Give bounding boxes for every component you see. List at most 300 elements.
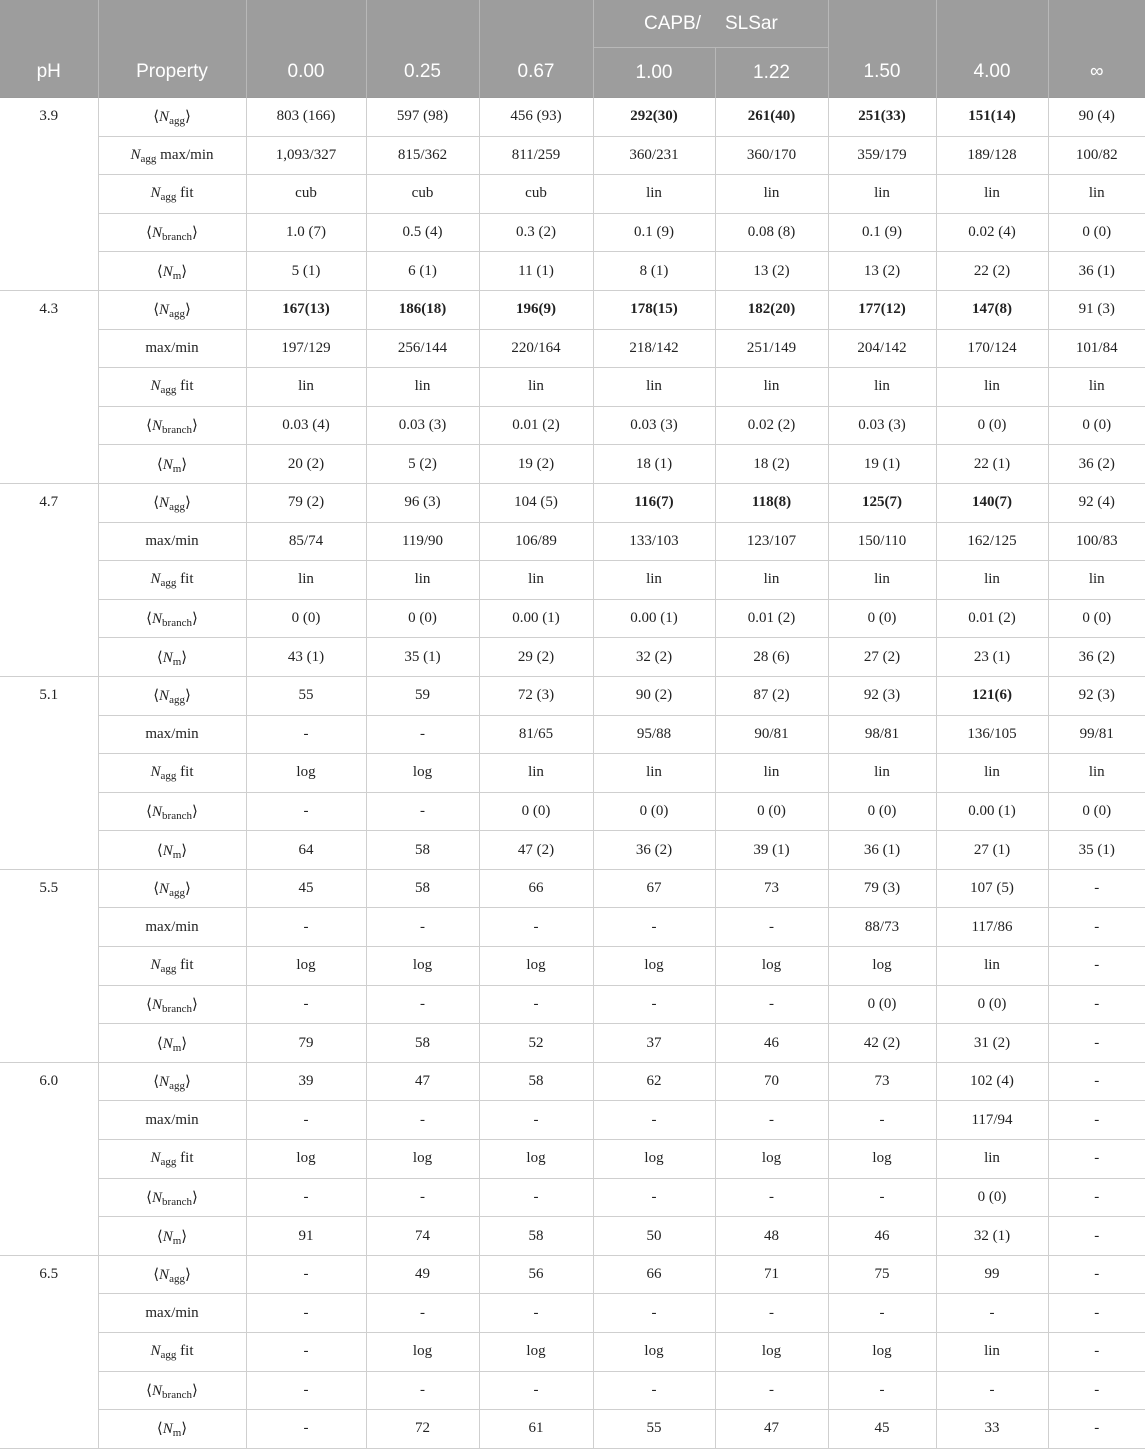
- table-cell: 178(15): [593, 290, 715, 329]
- table-cell: 1.0 (7): [246, 213, 366, 252]
- table-cell: 58: [366, 1024, 479, 1063]
- property-label-post: fit: [176, 378, 194, 395]
- table-cell: -: [1048, 1024, 1145, 1063]
- property-label-pre: ⟨: [146, 1382, 153, 1399]
- table-cell: -: [828, 1294, 936, 1333]
- property-label-sub: m: [172, 462, 182, 475]
- property-label-post: ⟩: [191, 611, 198, 628]
- table-cell: 37: [593, 1024, 715, 1063]
- table-cell: 49: [366, 1255, 479, 1294]
- property-label-pre: ⟨: [153, 302, 160, 319]
- table-cell: 0.00 (1): [936, 792, 1048, 831]
- table-cell: 803 (166): [246, 98, 366, 137]
- property-label-post: ⟩: [184, 1074, 191, 1091]
- property-label: [98, 406, 246, 445]
- table-cell: 0 (0): [828, 985, 936, 1024]
- table-cell: lin: [715, 754, 828, 793]
- header-ratio-column: 1.22: [715, 48, 828, 98]
- property-label: [98, 445, 246, 484]
- table-row: [0, 522, 1145, 561]
- property-label-post: fit: [176, 1343, 194, 1360]
- property-label-post: max/min: [145, 532, 199, 549]
- table-cell: -: [828, 1101, 936, 1140]
- table-cell: 0 (0): [715, 792, 828, 831]
- property-label-sub: m: [172, 1041, 182, 1054]
- property-label-pre: ⟨: [153, 881, 160, 898]
- property-label-pre: ⟨: [153, 495, 160, 512]
- table-row: [0, 1294, 1145, 1333]
- table-row: [0, 1410, 1145, 1449]
- table-cell: 47 (2): [479, 831, 593, 870]
- table-cell: lin: [1048, 175, 1145, 214]
- table-cell: -: [246, 908, 366, 947]
- table-cell: log: [246, 1140, 366, 1179]
- table-cell: 42 (2): [828, 1024, 936, 1063]
- table-cell: 251/149: [715, 329, 828, 368]
- table-cell: -: [1048, 1294, 1145, 1333]
- table-cell: 46: [715, 1024, 828, 1063]
- table-cell: 72: [366, 1410, 479, 1449]
- property-label-post: ⟩: [191, 803, 198, 820]
- table-cell: 29 (2): [479, 638, 593, 677]
- property-label-post: max/min: [145, 339, 199, 356]
- table-cell: -: [715, 1294, 828, 1333]
- property-label-sub: agg: [140, 152, 157, 165]
- property-label-post: max/min: [145, 918, 199, 935]
- property-label-var: N: [162, 842, 173, 859]
- table-cell: -: [246, 792, 366, 831]
- table-cell: 13 (2): [828, 252, 936, 291]
- table-cell: 0 (0): [479, 792, 593, 831]
- table-cell: 151(14): [936, 98, 1048, 137]
- table-cell: 8 (1): [593, 252, 715, 291]
- table-cell: 0.5 (4): [366, 213, 479, 252]
- property-label-sub: agg: [169, 501, 185, 514]
- property-label: [98, 947, 246, 986]
- table-row: [0, 1255, 1145, 1294]
- table-cell: 456 (93): [479, 98, 593, 137]
- table-cell: -: [936, 1294, 1048, 1333]
- property-label-post: ⟩: [191, 225, 198, 242]
- table-cell: 58: [479, 1062, 593, 1101]
- property-label-post: ⟩: [181, 1035, 188, 1052]
- table-row: [0, 1101, 1145, 1140]
- table-cell: -: [1048, 1410, 1145, 1449]
- table-cell: 0.03 (3): [593, 406, 715, 445]
- property-label: [98, 522, 246, 561]
- table-row: [0, 638, 1145, 677]
- property-label: [98, 98, 246, 137]
- property-label-post: ⟩: [181, 1421, 188, 1438]
- table-cell: -: [593, 1294, 715, 1333]
- property-label-var: N: [152, 611, 163, 628]
- property-label-post: ⟩: [191, 1189, 198, 1206]
- table-cell: 100/83: [1048, 522, 1145, 561]
- table-cell: lin: [593, 368, 715, 407]
- table-cell: -: [1048, 869, 1145, 908]
- table-cell: -: [479, 1101, 593, 1140]
- table-row: [0, 1140, 1145, 1179]
- property-label-var: N: [162, 456, 173, 473]
- table-cell: 90 (4): [1048, 98, 1145, 137]
- table-cell: 0.03 (3): [828, 406, 936, 445]
- table-cell: 0.00 (1): [479, 599, 593, 638]
- ph-value: 5.1: [0, 676, 98, 869]
- property-label-sub: agg: [169, 308, 185, 321]
- property-label-sub: agg: [169, 887, 185, 900]
- table-cell: lin: [828, 754, 936, 793]
- property-label-pre: ⟨: [146, 1189, 153, 1206]
- property-label-post: ⟩: [181, 263, 188, 280]
- table-cell: -: [1048, 1062, 1145, 1101]
- table-cell: 58: [479, 1217, 593, 1256]
- property-label: [98, 1062, 246, 1101]
- table-cell: 35 (1): [1048, 831, 1145, 870]
- property-label-var: N: [162, 263, 173, 280]
- table-cell: 22 (1): [936, 445, 1048, 484]
- table-cell: 101/84: [1048, 329, 1145, 368]
- table-cell: lin: [366, 561, 479, 600]
- property-label: [98, 252, 246, 291]
- property-label-sub: m: [172, 1427, 182, 1440]
- table-cell: 66: [479, 869, 593, 908]
- table-cell: 0 (0): [936, 1178, 1048, 1217]
- header-spacer: [479, 0, 593, 48]
- table-cell: 189/128: [936, 136, 1048, 175]
- table-cell: -: [715, 985, 828, 1024]
- table-cell: 88/73: [828, 908, 936, 947]
- property-label: [98, 213, 246, 252]
- property-label-sub: agg: [160, 384, 177, 397]
- table-cell: 52: [479, 1024, 593, 1063]
- table-cell: -: [366, 792, 479, 831]
- property-label-sub: m: [172, 269, 182, 282]
- table-cell: 71: [715, 1255, 828, 1294]
- table-cell: 359/179: [828, 136, 936, 175]
- property-label-post: ⟩: [191, 996, 198, 1013]
- table-cell: 251(33): [828, 98, 936, 137]
- table-cell: 19 (2): [479, 445, 593, 484]
- table-cell: 36 (2): [1048, 638, 1145, 677]
- table-row: [0, 1062, 1145, 1101]
- table-cell: 39: [246, 1062, 366, 1101]
- table-cell: -: [593, 1101, 715, 1140]
- table-row: [0, 1333, 1145, 1372]
- table-cell: -: [1048, 1217, 1145, 1256]
- table-cell: 150/110: [828, 522, 936, 561]
- table-row: [0, 1217, 1145, 1256]
- table-cell: lin: [936, 175, 1048, 214]
- header-ratio-column: 0.67: [479, 48, 593, 98]
- header-property: Property: [98, 48, 246, 98]
- property-label-var: N: [159, 109, 170, 126]
- table-cell: log: [593, 947, 715, 986]
- table-cell: 147(8): [936, 290, 1048, 329]
- table-row: [0, 483, 1145, 522]
- header-ratio-column: 0.00: [246, 48, 366, 98]
- table-cell: 136/105: [936, 715, 1048, 754]
- table-cell: 140(7): [936, 483, 1048, 522]
- table-cell: 182(20): [715, 290, 828, 329]
- table-cell: 0.1 (9): [828, 213, 936, 252]
- table-row: [0, 792, 1145, 831]
- table-cell: 0.01 (2): [936, 599, 1048, 638]
- property-label: [98, 1178, 246, 1217]
- table-cell: -: [246, 1101, 366, 1140]
- table-cell: -: [246, 1410, 366, 1449]
- table-cell: cub: [366, 175, 479, 214]
- table-cell: 0 (0): [1048, 599, 1145, 638]
- table-cell: 18 (2): [715, 445, 828, 484]
- table-cell: 11 (1): [479, 252, 593, 291]
- property-label-post: max/min: [145, 725, 199, 742]
- property-label-var: N: [150, 764, 161, 781]
- property-label: [98, 754, 246, 793]
- table-cell: 5 (2): [366, 445, 479, 484]
- property-label-sub: agg: [160, 770, 177, 783]
- property-label: [98, 329, 246, 368]
- table-cell: 360/231: [593, 136, 715, 175]
- table-cell: 45: [246, 869, 366, 908]
- property-label-sub: m: [172, 848, 182, 861]
- table-row: [0, 754, 1145, 793]
- ph-value: 6.0: [0, 1062, 98, 1255]
- table-cell: 107 (5): [936, 869, 1048, 908]
- header-ph: pH: [0, 48, 98, 98]
- table-cell: 204/142: [828, 329, 936, 368]
- property-label-var: N: [150, 185, 161, 202]
- table-row: [0, 676, 1145, 715]
- table-cell: lin: [936, 754, 1048, 793]
- property-label-var: N: [162, 649, 173, 666]
- property-label-pre: ⟨: [156, 649, 163, 666]
- table-cell: -: [828, 1178, 936, 1217]
- property-label: [98, 715, 246, 754]
- property-label-post: ⟩: [184, 1267, 191, 1284]
- table-cell: 116(7): [593, 483, 715, 522]
- table-cell: 104 (5): [479, 483, 593, 522]
- property-label-var: N: [152, 996, 163, 1013]
- table-cell: 55: [593, 1410, 715, 1449]
- table-row: [0, 329, 1145, 368]
- property-label: [98, 1140, 246, 1179]
- table-cell: -: [366, 1178, 479, 1217]
- table-cell: 79: [246, 1024, 366, 1063]
- table-cell: 121(6): [936, 676, 1048, 715]
- table-cell: 123/107: [715, 522, 828, 561]
- table-cell: lin: [936, 1333, 1048, 1372]
- property-label-post: ⟩: [184, 495, 191, 512]
- table-cell: 55: [246, 676, 366, 715]
- header-spacer: [366, 0, 479, 48]
- table-cell: 56: [479, 1255, 593, 1294]
- table-cell: -: [366, 1371, 479, 1410]
- table-row: [0, 599, 1145, 638]
- table-cell: 27 (2): [828, 638, 936, 677]
- property-label-var: N: [130, 146, 141, 163]
- property-label-post: ⟩: [181, 649, 188, 666]
- table-row: [0, 715, 1145, 754]
- property-label: [98, 175, 246, 214]
- table-row: [0, 98, 1145, 137]
- property-label: [98, 1410, 246, 1449]
- table-cell: 95/88: [593, 715, 715, 754]
- table-cell: -: [479, 1294, 593, 1333]
- table-cell: 45: [828, 1410, 936, 1449]
- table-cell: 102 (4): [936, 1062, 1048, 1101]
- table-cell: 91 (3): [1048, 290, 1145, 329]
- property-label-var: N: [150, 1150, 161, 1167]
- header-ratio-column: 0.25: [366, 48, 479, 98]
- property-label-sub: branch: [162, 231, 192, 244]
- table-cell: 360/170: [715, 136, 828, 175]
- property-label-post: fit: [176, 764, 194, 781]
- table-cell: 815/362: [366, 136, 479, 175]
- table-cell: 58: [366, 869, 479, 908]
- property-label-sub: branch: [162, 1195, 192, 1208]
- property-label-pre: ⟨: [156, 263, 163, 280]
- table-cell: 18 (1): [593, 445, 715, 484]
- table-cell: -: [1048, 1178, 1145, 1217]
- table-cell: 72 (3): [479, 676, 593, 715]
- table-cell: log: [479, 1140, 593, 1179]
- table-cell: 0 (0): [1048, 792, 1145, 831]
- property-label-sub: agg: [169, 694, 185, 707]
- table-cell: lin: [936, 947, 1048, 986]
- property-label-pre: ⟨: [156, 1421, 163, 1438]
- table-cell: 36 (2): [593, 831, 715, 870]
- table-cell: 43 (1): [246, 638, 366, 677]
- table-cell: 597 (98): [366, 98, 479, 137]
- table-cell: -: [479, 1178, 593, 1217]
- table-cell: -: [366, 715, 479, 754]
- table-cell: 0.03 (4): [246, 406, 366, 445]
- table-cell: 98/81: [828, 715, 936, 754]
- table-cell: 33: [936, 1410, 1048, 1449]
- table-cell: 85/74: [246, 522, 366, 561]
- header-spacer: [246, 0, 366, 48]
- ph-value: 4.3: [0, 290, 98, 483]
- table-cell: lin: [1048, 368, 1145, 407]
- table-cell: log: [828, 1333, 936, 1372]
- property-label-var: N: [152, 418, 163, 435]
- property-label-post: fit: [176, 571, 194, 588]
- table-cell: 19 (1): [828, 445, 936, 484]
- table-cell: 5 (1): [246, 252, 366, 291]
- table-cell: log: [246, 754, 366, 793]
- table-cell: 70: [715, 1062, 828, 1101]
- table-cell: 61: [479, 1410, 593, 1449]
- table-cell: 0.1 (9): [593, 213, 715, 252]
- property-label: [98, 638, 246, 677]
- property-label-sub: m: [172, 1234, 182, 1247]
- property-label-var: N: [162, 1421, 173, 1438]
- table-cell: cub: [246, 175, 366, 214]
- table-cell: 92 (3): [828, 676, 936, 715]
- table-cell: 292(30): [593, 98, 715, 137]
- table-cell: lin: [1048, 561, 1145, 600]
- property-label-pre: ⟨: [146, 803, 153, 820]
- table-cell: lin: [246, 561, 366, 600]
- table-cell: 197/129: [246, 329, 366, 368]
- property-label-post: ⟩: [181, 1228, 188, 1245]
- header-property-top: [98, 0, 246, 48]
- table-cell: 35 (1): [366, 638, 479, 677]
- property-label: [98, 1294, 246, 1333]
- property-label-var: N: [152, 803, 163, 820]
- table-cell: 58: [366, 831, 479, 870]
- table-cell: -: [246, 1178, 366, 1217]
- table-cell: 261(40): [715, 98, 828, 137]
- table-cell: 99: [936, 1255, 1048, 1294]
- table-cell: -: [366, 1294, 479, 1333]
- property-label-sub: agg: [169, 1080, 185, 1093]
- property-label: [98, 676, 246, 715]
- table-cell: 186(18): [366, 290, 479, 329]
- table-row: [0, 175, 1145, 214]
- table-row: [0, 252, 1145, 291]
- table-cell: log: [828, 1140, 936, 1179]
- property-label-post: ⟩: [184, 881, 191, 898]
- property-label-sub: branch: [162, 809, 192, 822]
- table-cell: 162/125: [936, 522, 1048, 561]
- property-label-pre: ⟨: [156, 1035, 163, 1052]
- header-ratio-left: CAPB/: [593, 0, 715, 48]
- table-cell: 218/142: [593, 329, 715, 368]
- table-cell: -: [1048, 985, 1145, 1024]
- table-cell: 47: [715, 1410, 828, 1449]
- property-label-pre: ⟨: [156, 456, 163, 473]
- table-cell: lin: [715, 368, 828, 407]
- table-row: [0, 985, 1145, 1024]
- property-label: [98, 599, 246, 638]
- table-cell: 0 (0): [936, 406, 1048, 445]
- table-cell: -: [1048, 1371, 1145, 1410]
- table-cell: 13 (2): [715, 252, 828, 291]
- table-cell: -: [246, 1371, 366, 1410]
- property-label-post: ⟩: [184, 302, 191, 319]
- property-label-post: max/min: [156, 146, 214, 163]
- table-cell: 117/94: [936, 1101, 1048, 1140]
- property-label-sub: agg: [160, 191, 177, 204]
- property-label-var: N: [152, 1189, 163, 1206]
- table-cell: 0 (0): [366, 599, 479, 638]
- table-cell: lin: [828, 175, 936, 214]
- property-label: [98, 483, 246, 522]
- table-cell: -: [246, 1333, 366, 1372]
- table-cell: 79 (3): [828, 869, 936, 908]
- table-cell: 811/259: [479, 136, 593, 175]
- table-cell: 67: [593, 869, 715, 908]
- table-cell: 0 (0): [1048, 213, 1145, 252]
- table-cell: log: [715, 1140, 828, 1179]
- table-cell: lin: [246, 368, 366, 407]
- table-row: [0, 213, 1145, 252]
- header-ratio-column: 1.50: [828, 48, 936, 98]
- table-cell: 100/82: [1048, 136, 1145, 175]
- table-cell: 73: [715, 869, 828, 908]
- table-cell: log: [246, 947, 366, 986]
- table-cell: -: [936, 1371, 1048, 1410]
- table-cell: 20 (2): [246, 445, 366, 484]
- table-cell: lin: [936, 368, 1048, 407]
- property-label: [98, 1101, 246, 1140]
- property-label-var: N: [159, 495, 170, 512]
- table-cell: 91: [246, 1217, 366, 1256]
- table-cell: -: [246, 1294, 366, 1333]
- table-row: [0, 869, 1145, 908]
- table-cell: 0 (0): [246, 599, 366, 638]
